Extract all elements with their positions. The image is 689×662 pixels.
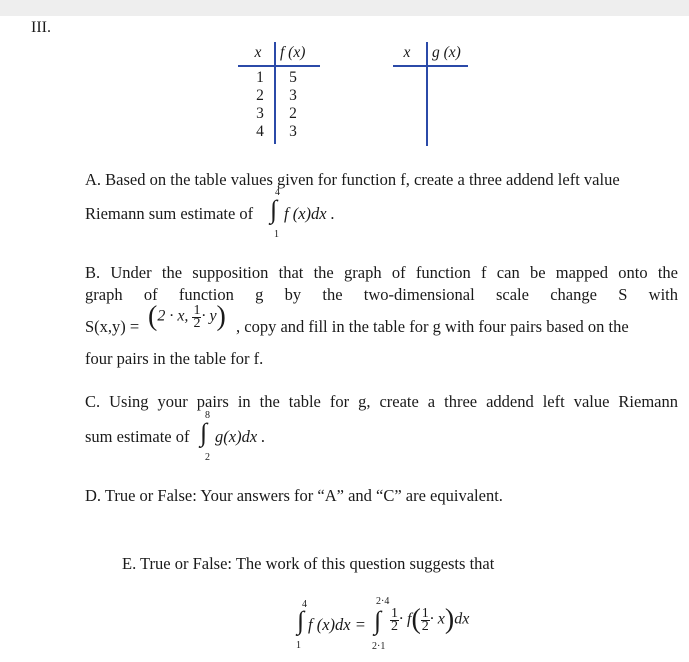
table-f-x: 3 (256, 105, 264, 122)
lhs-upper-limit: 4 (302, 599, 307, 610)
rhs-tail: dx (454, 610, 470, 628)
part-a-lower-limit: 1 (274, 229, 279, 240)
rhs-inner-fraction (421, 605, 430, 634)
left-paren: ( (411, 604, 421, 635)
part-a-line2: Riemann sum estimate of (85, 204, 254, 223)
part-b-line4: four pairs in the table for f. (85, 349, 264, 368)
right-paren: ) (216, 301, 226, 332)
table-f-x: 1 (256, 69, 264, 86)
table-f-x: 2 (256, 87, 264, 104)
lhs-lower-limit: 1 (296, 640, 301, 651)
part-b-line3: , copy and fill in the table for g with four pairs based on the (236, 317, 629, 336)
rhs-expression (390, 604, 469, 636)
part-c-upper-limit: 8 (205, 410, 210, 421)
table-g-header-gx: g (x) (432, 44, 461, 61)
part-c-lower-limit: 2 (205, 452, 210, 463)
frac-numerator: 1 (391, 605, 398, 621)
table-f-header-fx: f (x) (280, 44, 306, 61)
rhs-mid: · f (399, 610, 412, 628)
integral-sign: ∫ (270, 195, 278, 224)
table-f-fx: 3 (289, 87, 297, 104)
scale-change-expression (148, 301, 226, 333)
frac-denominator: 2 (391, 618, 398, 634)
section-label: III. (31, 19, 51, 36)
frac-denominator: 2 (193, 315, 201, 331)
part-c-line2: sum estimate of (85, 427, 190, 446)
s-expr-b: · y (201, 307, 217, 325)
part-a-integrand: f (x)dx . (284, 204, 335, 223)
part-a-line1: A. Based on the table values given for function f, create a three addend left value (85, 170, 620, 189)
part-e-text: E. True or False: The work of this question suggests that (122, 554, 495, 573)
part-c-integrand: g(x)dx . (215, 427, 266, 446)
part-d-text: D. True or False: Your answers for “A” and “C” are equivalent. (85, 486, 503, 505)
table-f-fx: 2 (289, 105, 297, 122)
part-c-line1: C. Using your pairs in the table for g, create a three addend left value Riemann (85, 392, 678, 411)
part-a-upper-limit: 4 (275, 187, 280, 198)
part-b-s-label: S(x,y) = (85, 317, 140, 336)
table-f-fx: 5 (289, 69, 297, 86)
integral-sign: ∫ (374, 606, 382, 635)
s-expr-a: 2 · x, (157, 307, 189, 325)
rhs-lower-limit: 2·1 (372, 641, 386, 652)
table-f-header-x: x (254, 44, 262, 61)
left-paren: ( (148, 301, 158, 332)
table-f-fx: 3 (289, 123, 297, 140)
frac-numerator: 1 (193, 302, 201, 318)
frac-denominator: 2 (421, 618, 429, 634)
lhs-integrand: f (x)dx = (308, 615, 366, 634)
integral-sign: ∫ (200, 418, 208, 447)
table-g-header-x: x (403, 44, 411, 61)
integral-sign: ∫ (297, 606, 305, 635)
part-b-line1: B. Under the supposition that the graph of function f can be mapped onto the (85, 263, 678, 282)
table-f-x: 4 (256, 123, 264, 140)
rhs-upper-limit: 2·4 (376, 596, 390, 607)
right-paren: ) (444, 604, 455, 635)
part-b-line2: graph of function g by the two-dimensional scale change S with (85, 285, 678, 304)
rhs-inner-tail: · x (429, 610, 445, 628)
frac-numerator: 1 (421, 605, 429, 621)
rhs-fraction (390, 605, 399, 634)
